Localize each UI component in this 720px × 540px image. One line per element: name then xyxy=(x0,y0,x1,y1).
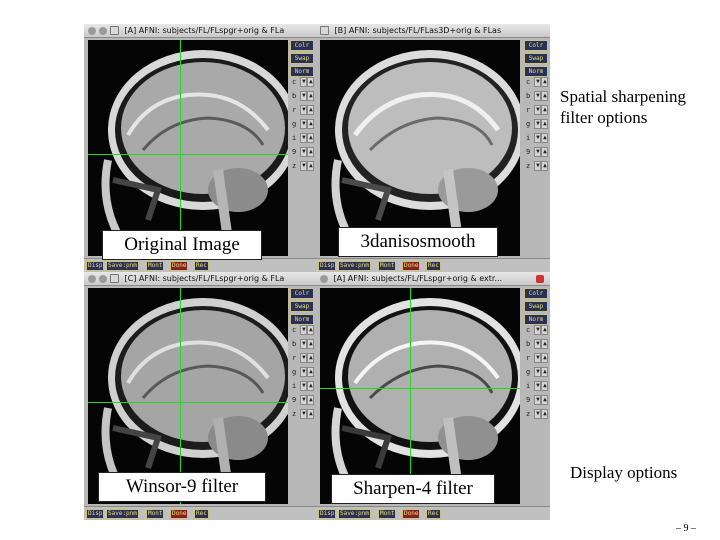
colr-button[interactable]: Colr xyxy=(524,40,548,51)
swap-button[interactable]: Swap xyxy=(524,53,548,64)
up-arrow-icon[interactable]: ▲ xyxy=(309,354,313,361)
mont-button[interactable]: Mont xyxy=(148,510,163,517)
up-arrow-icon[interactable]: ▲ xyxy=(543,106,547,113)
rec-button[interactable]: Rec xyxy=(196,510,207,517)
save-button[interactable]: Save:pnm xyxy=(340,510,369,517)
down-arrow-icon[interactable]: ▼ xyxy=(302,162,306,169)
crosshair-vertical xyxy=(180,40,181,256)
down-arrow-icon[interactable]: ▼ xyxy=(536,106,540,113)
down-arrow-icon[interactable]: ▼ xyxy=(536,162,540,169)
page-number: – 9 – xyxy=(676,523,696,534)
up-arrow-icon[interactable]: ▲ xyxy=(309,326,313,333)
down-arrow-icon[interactable]: ▼ xyxy=(302,134,306,141)
colr-button[interactable]: Colr xyxy=(290,40,314,51)
down-arrow-icon[interactable]: ▼ xyxy=(536,92,540,99)
up-arrow-icon[interactable]: ▲ xyxy=(543,368,547,375)
swap-button[interactable]: Swap xyxy=(290,53,314,64)
viewer-b-arrow-controls: c ▼ ▲ b ▼ ▲ r ▼ ▲ g ▼ ▲ i ▼ ▲ 9 ▼ ▲ z ▼ ▲ xyxy=(526,78,547,170)
viewer-a-bottombar xyxy=(84,258,316,272)
brain-sagittal-image xyxy=(88,40,288,256)
viewer-b-image[interactable] xyxy=(320,40,520,256)
down-arrow-icon[interactable]: ▼ xyxy=(302,410,306,417)
viewer-d-controls xyxy=(524,288,548,327)
up-arrow-icon[interactable]: ▲ xyxy=(309,340,313,347)
norm-button[interactable]: Norm xyxy=(290,66,314,77)
down-arrow-icon[interactable]: ▼ xyxy=(536,340,540,347)
norm-button[interactable]: Norm xyxy=(290,314,314,325)
up-arrow-icon[interactable]: ▲ xyxy=(543,92,547,99)
colr-button[interactable]: Colr xyxy=(524,288,548,299)
viewer-a-image[interactable] xyxy=(88,40,288,256)
up-arrow-icon[interactable]: ▲ xyxy=(543,326,547,333)
rec-button[interactable]: Rec xyxy=(428,262,439,269)
down-arrow-icon[interactable]: ▼ xyxy=(536,396,540,403)
up-arrow-icon[interactable]: ▲ xyxy=(543,162,547,169)
down-arrow-icon[interactable]: ▼ xyxy=(302,148,306,155)
up-arrow-icon[interactable]: ▲ xyxy=(309,148,313,155)
viewer-a-titlebar[interactable] xyxy=(84,24,316,38)
up-arrow-icon[interactable]: ▲ xyxy=(309,396,313,403)
down-arrow-icon[interactable]: ▼ xyxy=(302,340,306,347)
viewer-c-arrow-controls: c ▼ ▲ b ▼ ▲ r ▼ ▲ g ▼ ▲ i ▼ ▲ 9 ▼ ▲ z ▼ ▲ xyxy=(292,326,313,418)
up-arrow-icon[interactable]: ▲ xyxy=(309,106,313,113)
down-arrow-icon[interactable]: ▼ xyxy=(536,134,540,141)
viewer-a-title: [A] AFNI: subjects/FL/FLspgr+orig & FLa xyxy=(124,26,285,35)
crosshair-horizontal xyxy=(320,388,520,389)
viewer-d-image[interactable] xyxy=(320,288,520,504)
up-arrow-icon[interactable]: ▲ xyxy=(309,134,313,141)
up-arrow-icon[interactable]: ▲ xyxy=(309,410,313,417)
close-icon[interactable] xyxy=(110,274,119,283)
rec-button[interactable]: Rec xyxy=(196,262,207,269)
label-original-image: Original Image xyxy=(102,230,262,260)
down-arrow-icon[interactable]: ▼ xyxy=(302,120,306,127)
viewer-c-controls xyxy=(290,288,314,327)
viewer-b-bottombar xyxy=(316,258,550,272)
menu-circle-icon[interactable] xyxy=(88,275,96,283)
close-icon[interactable] xyxy=(110,26,119,35)
down-arrow-icon[interactable]: ▼ xyxy=(536,326,540,333)
viewer-d-arrow-controls: c ▼ ▲ b ▼ ▲ r ▼ ▲ g ▼ ▲ i ▼ ▲ 9 ▼ ▲ z ▼ ▲ xyxy=(526,326,547,418)
viewer-d-titlebar[interactable] xyxy=(316,272,550,286)
menu-circle-icon[interactable] xyxy=(320,275,328,283)
annotation-display-options: Display options xyxy=(570,463,678,482)
down-arrow-icon[interactable]: ▼ xyxy=(536,78,540,85)
done-button[interactable]: Done xyxy=(404,510,419,517)
done-button[interactable]: Done xyxy=(172,262,187,269)
up-arrow-icon[interactable]: ▲ xyxy=(309,120,313,127)
down-arrow-icon[interactable]: ▼ xyxy=(536,382,540,389)
down-arrow-icon[interactable]: ▼ xyxy=(536,410,540,417)
save-button[interactable]: Save:pnm xyxy=(108,510,137,517)
swap-button[interactable]: Swap xyxy=(290,301,314,312)
down-arrow-icon[interactable]: ▼ xyxy=(302,368,306,375)
down-arrow-icon[interactable]: ▼ xyxy=(302,382,306,389)
mont-button[interactable]: Mont xyxy=(380,510,395,517)
disp-button[interactable]: Disp xyxy=(88,262,103,269)
mont-button[interactable]: Mont xyxy=(148,262,163,269)
down-arrow-icon[interactable]: ▼ xyxy=(302,354,306,361)
mont-button[interactable]: Mont xyxy=(380,262,395,269)
crosshair-vertical xyxy=(410,288,411,504)
menu-circle-icon[interactable] xyxy=(88,27,96,35)
rec-button[interactable]: Rec xyxy=(428,510,439,517)
disp-button[interactable]: Disp xyxy=(320,510,335,517)
up-arrow-icon[interactable]: ▲ xyxy=(543,396,547,403)
up-arrow-icon[interactable]: ▲ xyxy=(543,78,547,85)
save-button[interactable]: Save:pnm xyxy=(108,262,137,269)
up-arrow-icon[interactable]: ▲ xyxy=(309,368,313,375)
down-arrow-icon[interactable]: ▼ xyxy=(536,120,540,127)
brain-sagittal-image xyxy=(320,288,520,504)
up-arrow-icon[interactable]: ▲ xyxy=(309,92,313,99)
label-sharpen-4-filter: Sharpen-4 filter xyxy=(331,474,495,504)
up-arrow-icon[interactable]: ▲ xyxy=(543,382,547,389)
disp-button[interactable]: Disp xyxy=(320,262,335,269)
viewer-a-controls xyxy=(290,40,314,79)
viewer-b-title: [B] AFNI: subjects/FL/FLas3D+orig & FLas xyxy=(334,26,502,35)
norm-button[interactable]: Norm xyxy=(524,314,548,325)
disp-button[interactable]: Disp xyxy=(88,510,103,517)
norm-button[interactable]: Norm xyxy=(524,66,548,77)
viewer-c-bottombar xyxy=(84,506,316,520)
close-icon[interactable] xyxy=(320,26,329,35)
annotation-spatial-sharpening: Spatial sharpening filter options xyxy=(560,87,687,127)
down-arrow-icon[interactable]: ▼ xyxy=(302,106,306,113)
viewer-c-titlebar[interactable] xyxy=(84,272,316,286)
viewer-a-arrow-controls: c ▼ ▲ b ▼ ▲ r ▼ ▲ g ▼ ▲ i ▼ ▲ 9 ▼ ▲ z ▼ ▲ xyxy=(292,78,313,170)
down-arrow-icon[interactable]: ▼ xyxy=(536,368,540,375)
colr-button[interactable]: Colr xyxy=(290,288,314,299)
crosshair-horizontal xyxy=(88,402,288,403)
up-arrow-icon[interactable]: ▲ xyxy=(309,78,313,85)
down-arrow-icon[interactable]: ▼ xyxy=(302,78,306,85)
viewer-d-title: [A] AFNI: subjects/FL/FLspgr+orig & extr... xyxy=(333,274,503,283)
swap-button[interactable]: Swap xyxy=(524,301,548,312)
up-arrow-icon[interactable]: ▲ xyxy=(309,162,313,169)
up-arrow-icon[interactable]: ▲ xyxy=(543,410,547,417)
close-icon[interactable] xyxy=(536,275,544,283)
viewer-b-titlebar[interactable] xyxy=(316,24,550,38)
menu-circle-icon[interactable] xyxy=(99,275,107,283)
up-arrow-icon[interactable]: ▲ xyxy=(543,120,547,127)
menu-circle-icon[interactable] xyxy=(99,27,107,35)
done-button[interactable]: Done xyxy=(404,262,419,269)
viewer-c-title: [C] AFNI: subjects/FL/FLspgr+orig & FLa xyxy=(124,274,285,283)
up-arrow-icon[interactable]: ▲ xyxy=(543,340,547,347)
done-button[interactable]: Done xyxy=(172,510,187,517)
crosshair-horizontal xyxy=(88,154,288,155)
down-arrow-icon[interactable]: ▼ xyxy=(536,354,540,361)
down-arrow-icon[interactable]: ▼ xyxy=(536,148,540,155)
viewer-b-controls xyxy=(524,40,548,79)
label-winsor-9-filter: Winsor-9 filter xyxy=(98,472,266,502)
down-arrow-icon[interactable]: ▼ xyxy=(302,92,306,99)
label-3danisosmooth: 3danisosmooth xyxy=(338,227,498,257)
brain-sagittal-image xyxy=(320,40,520,256)
up-arrow-icon[interactable]: ▲ xyxy=(543,354,547,361)
up-arrow-icon[interactable]: ▲ xyxy=(309,382,313,389)
save-button[interactable]: Save:pnm xyxy=(340,262,369,269)
viewer-d-bottombar xyxy=(316,506,550,520)
down-arrow-icon[interactable]: ▼ xyxy=(302,396,306,403)
up-arrow-icon[interactable]: ▲ xyxy=(543,134,547,141)
down-arrow-icon[interactable]: ▼ xyxy=(302,326,306,333)
up-arrow-icon[interactable]: ▲ xyxy=(543,148,547,155)
